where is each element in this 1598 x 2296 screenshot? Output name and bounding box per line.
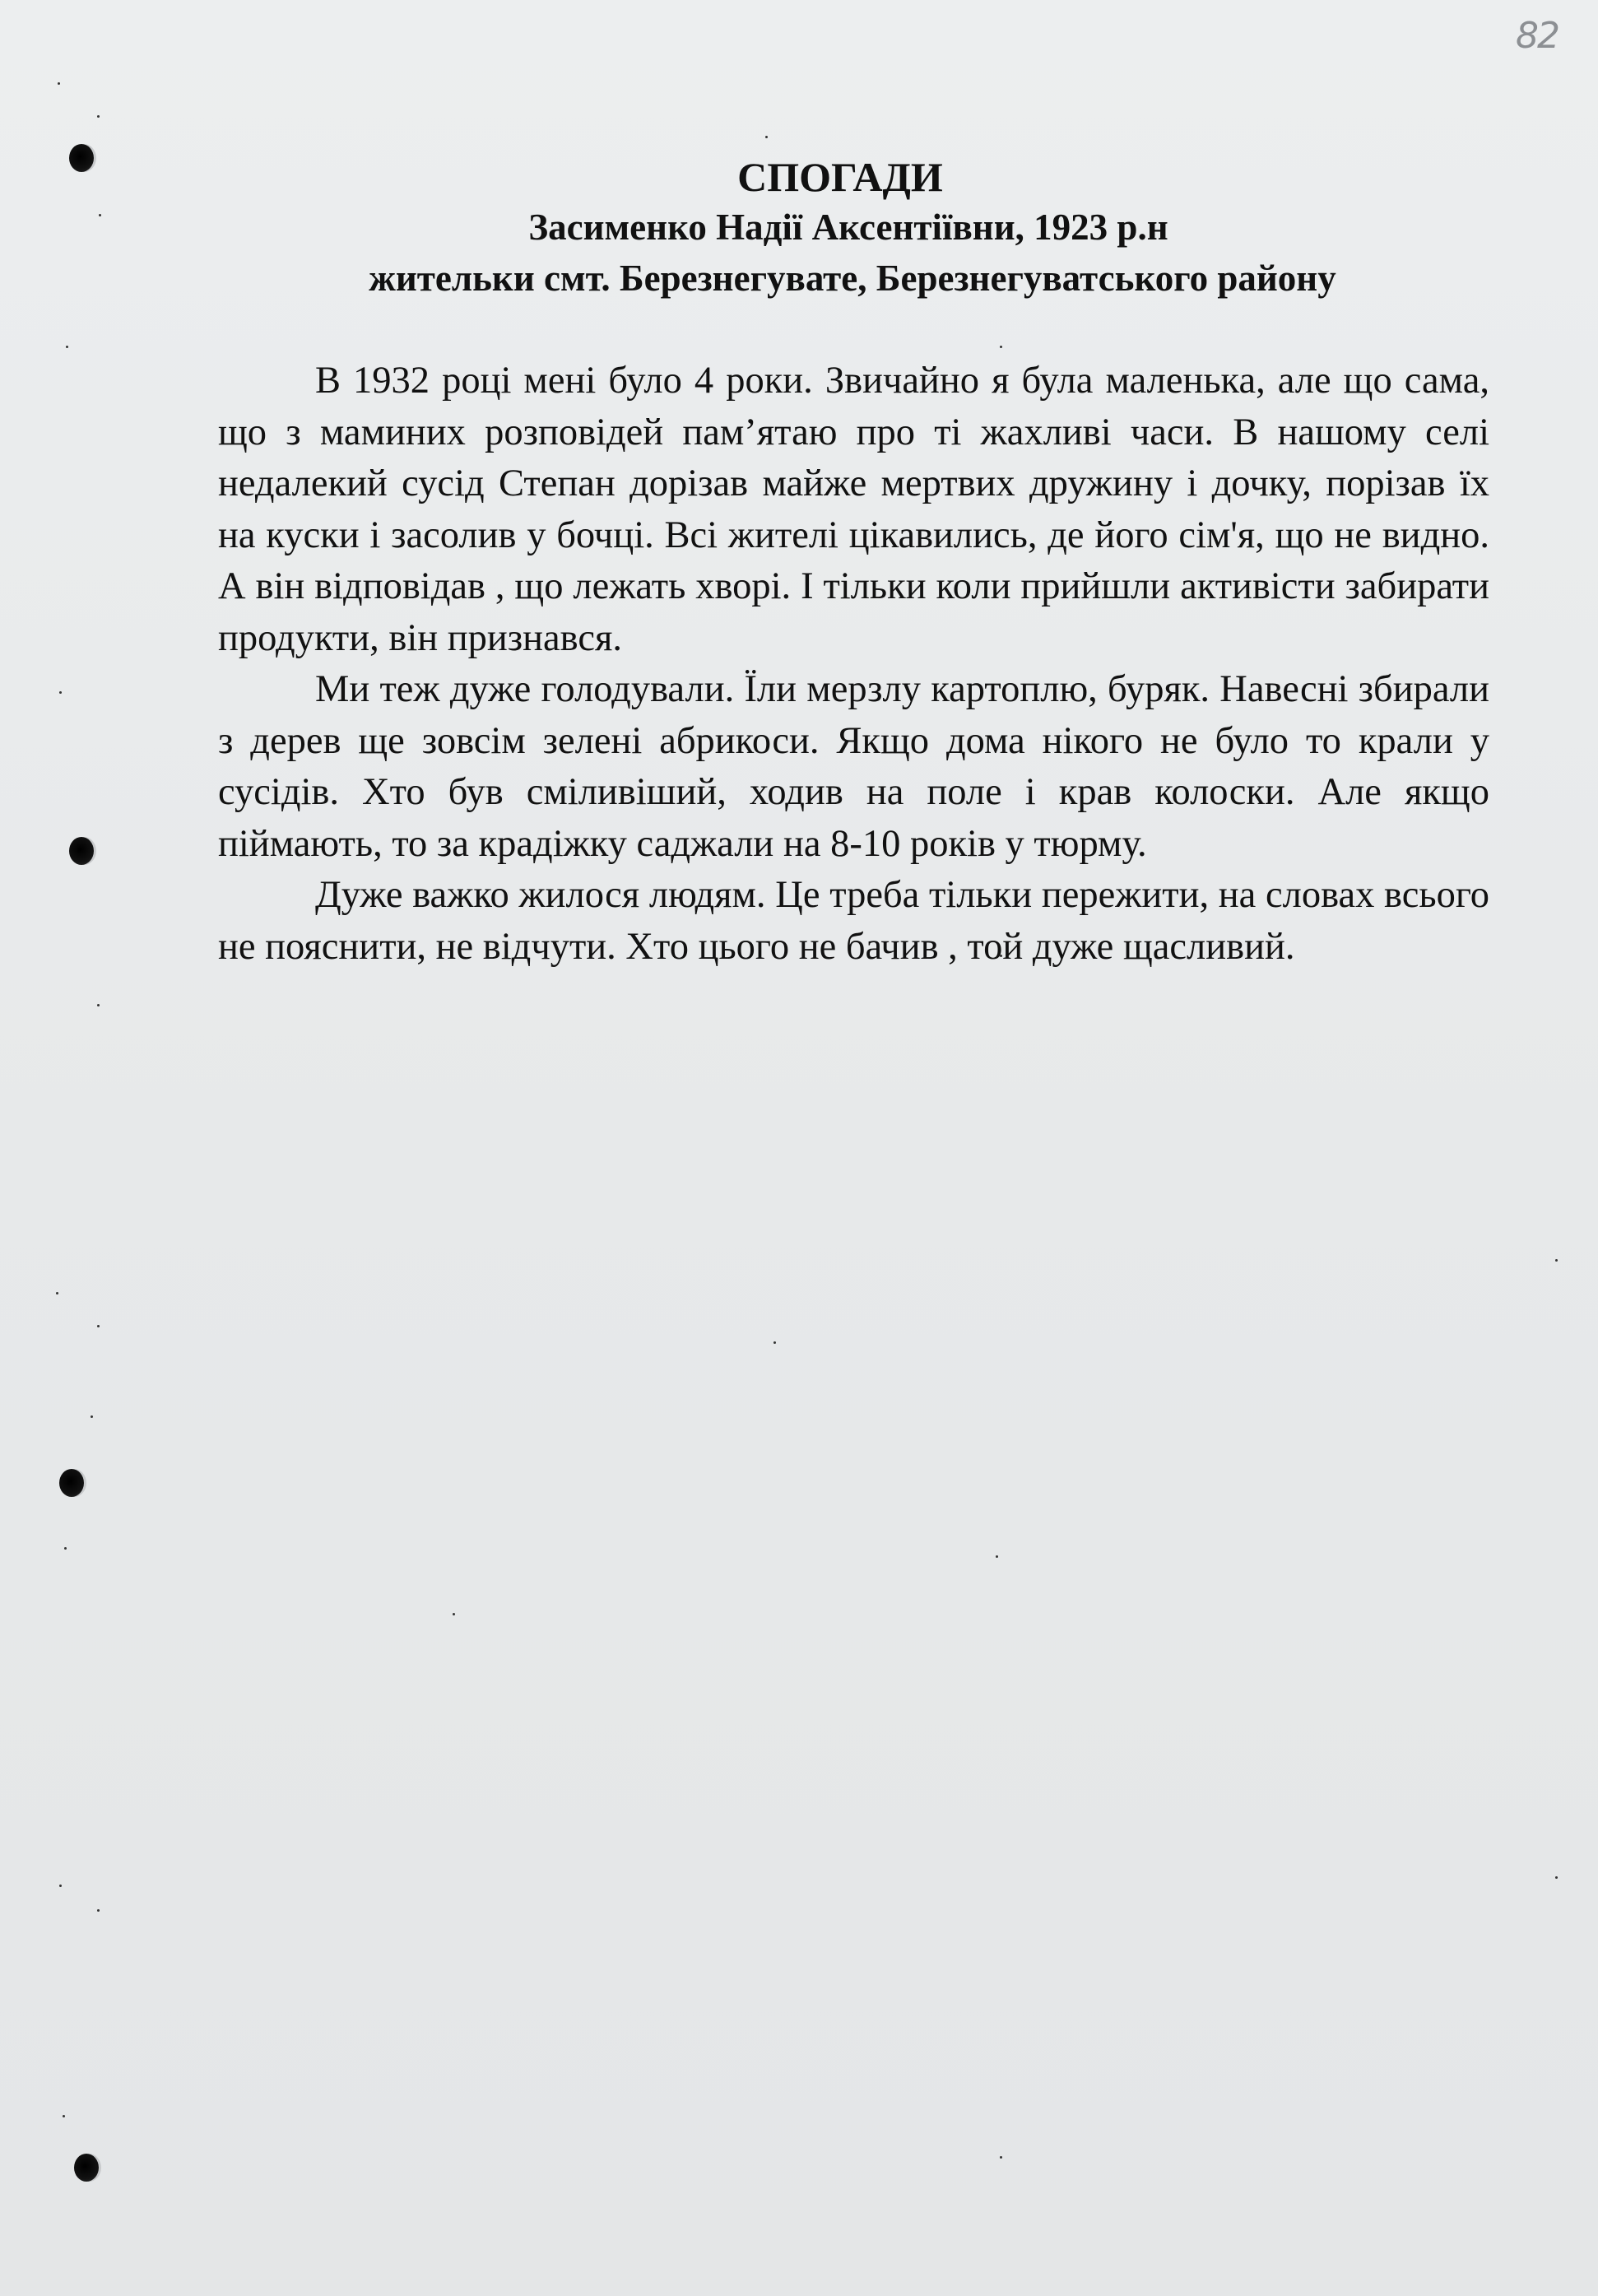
scan-speck <box>63 2115 65 2117</box>
punch-hole <box>74 2154 99 2182</box>
scan-speck <box>1555 1259 1558 1262</box>
scan-speck <box>996 1555 998 1558</box>
scan-speck <box>58 82 60 85</box>
scan-speck <box>773 1341 776 1344</box>
paragraph: Дуже важко жилося людям. Це треба тільки пережити, на словах всього не пояснити, не відчути. Хто цього не бачив , той дуже щасливий. <box>218 874 1489 968</box>
scan-speck <box>59 691 62 694</box>
scan-speck <box>59 1885 62 1887</box>
punch-hole <box>59 1469 84 1497</box>
scan-speck <box>765 136 768 138</box>
scan-speck <box>56 1292 58 1294</box>
document-body <box>218 356 1489 973</box>
scan-speck <box>97 1004 100 1006</box>
scan-speck <box>1555 1876 1558 1879</box>
scan-speck <box>66 346 68 348</box>
scan-speck <box>97 1909 100 1912</box>
scan-speck <box>97 115 100 118</box>
document-title: СПОГАДИ <box>737 154 943 200</box>
punch-hole <box>69 837 94 865</box>
paragraph: В 1932 році мені було 4 роки. Звичайно я була маленька, але що сама, що з маминих розповідей пам’ятаю про ті жахливі часи. В нашому селі недалекий сусід Степан дорізав майже мертвих дружину і дочку, порізав їх на куски і засолив у бочці. Всі жителі цікавились, де його сім'я, що не видно. А він відповідав , що лежать хворі. І тільки коли прийшли активісти забирати продукти, він признався. <box>218 360 1489 659</box>
scan-speck <box>1000 2156 1002 2159</box>
document-subtitle: Засименко Надії Аксентіївни, 1923 р.н <box>528 207 1168 248</box>
document-subtitle-residence: жительки смт. Березнегувате, Березнегуватського району <box>369 258 1336 299</box>
page-number: 82 <box>1516 15 1559 57</box>
document-header <box>0 152 1598 304</box>
scan-speck <box>64 1547 67 1550</box>
scan-speck <box>97 1325 100 1327</box>
paragraph: Ми теж дуже голодували. Їли мерзлу картоплю, буряк. Навесні збирали з дерев ще зовсім зелені абрикоси. Якщо дома нікого не було то крали у сусідів. Хто був сміливіший, ходив на поле і крав колоски. Але якщо піймають, то за крадіжку саджали на 8-10 років у тюрму. <box>218 668 1489 865</box>
scan-speck <box>453 1613 455 1615</box>
scan-speck <box>91 1415 93 1418</box>
scan-speck <box>1000 346 1002 348</box>
